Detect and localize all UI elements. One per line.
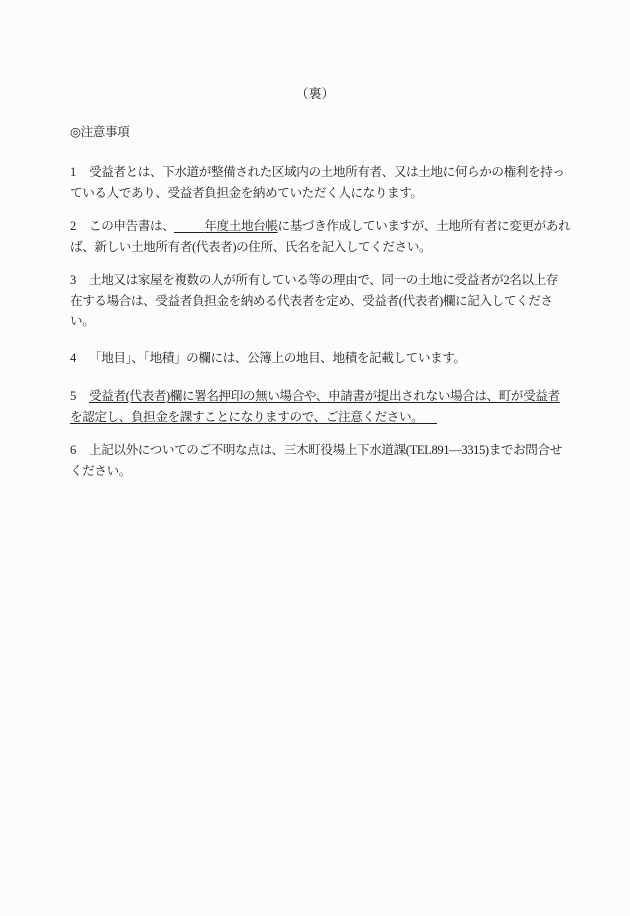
note-line: [70, 348, 568, 369]
note-line: [70, 270, 568, 291]
note-line: [70, 461, 568, 482]
fill-in-blank: [423, 409, 437, 424]
note-item: [70, 216, 571, 257]
note-text: に基づき作成していますが、土地所有者に変更があれ: [277, 219, 571, 233]
note-item: [70, 348, 568, 369]
note-number: 1: [70, 165, 77, 179]
note-text: ている人であり、受益者負担金を納めていただく人になります。: [70, 185, 423, 200]
note-item: [70, 440, 568, 481]
note-text: 年度土地台帳: [204, 219, 278, 233]
note-line: [70, 440, 568, 461]
note-item: [70, 386, 568, 427]
note-line: [70, 216, 571, 237]
note-number: 4: [70, 350, 77, 365]
note-line: [70, 311, 568, 332]
note-item: [70, 270, 568, 332]
note-text: を認定し、負担金を課すことになりますので、ご注意ください。: [70, 409, 424, 424]
fill-in-blank: [174, 218, 204, 233]
note-text: この申告書は、: [89, 219, 175, 233]
note-line: [70, 386, 568, 407]
note-text: ば、新しい土地所有者(代表者)の住所、氏名を記入してください。: [70, 239, 432, 254]
note-text: ください。: [70, 463, 131, 478]
note-text: 在する場合は、受益者負担金を納める代表者を定め、受益者(代表者)欄に記入してくださ: [70, 293, 553, 308]
note-number: 6: [70, 443, 77, 457]
note-number: 2: [70, 219, 77, 233]
section-title: ◎注意事項: [70, 125, 130, 139]
note-line: [70, 291, 568, 312]
note-number: 5: [70, 389, 77, 403]
note-text: 上記以外についてのご不明な点は、三木町役場上下水道課(TEL891―3315)までお問合せ: [89, 443, 562, 457]
note-line: [70, 407, 568, 428]
note-text: 受益者(代表者)欄に署名押印の無い場合や、申請書が提出されない場合は、町が受益者: [89, 389, 560, 403]
page-side-label: （裏）: [295, 86, 335, 101]
note-text: 「地目」、「地積」の欄には、公簿上の地目、地積を記載しています。: [89, 350, 466, 365]
note-text: 土地又は家屋を複数の人が所有している等の理由で、同一の土地に受益者が2名以上存: [89, 273, 559, 287]
note-line: [70, 237, 568, 258]
note-number: 3: [70, 273, 77, 287]
note-line: [70, 162, 568, 183]
note-item: [70, 162, 568, 203]
note-text: い。: [70, 314, 95, 328]
note-text: 受益者とは、下水道が整備された区域内の土地所有者、又は土地に何らかの権利を持っ: [89, 165, 565, 179]
notes-list: [70, 162, 571, 481]
note-line: [70, 183, 568, 204]
